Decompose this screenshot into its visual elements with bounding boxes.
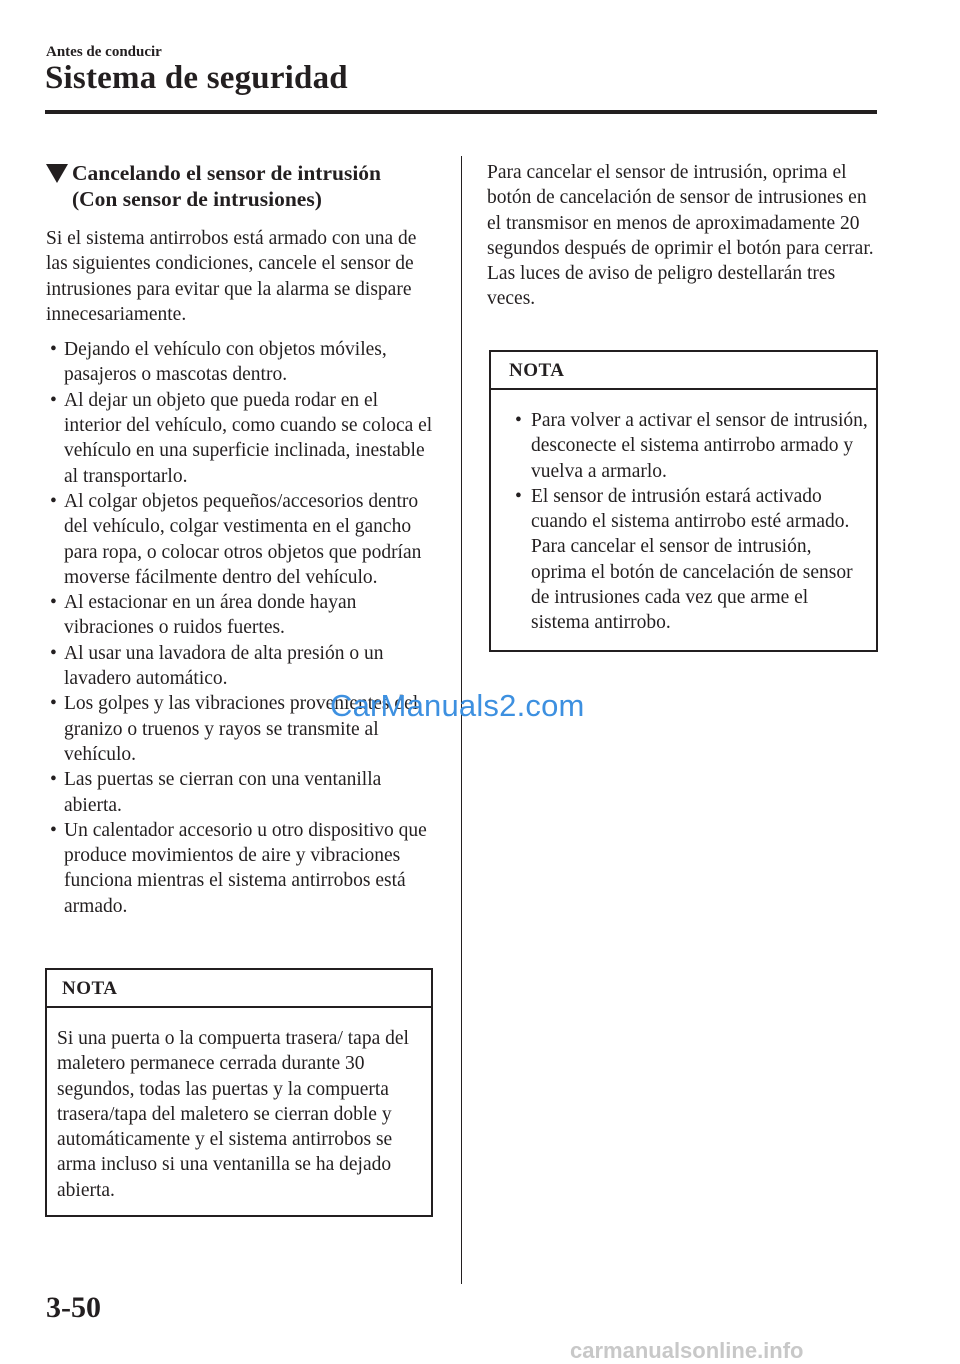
bullet-icon: • — [50, 642, 57, 664]
list-item: • Al usar una lavadora de alta presión o un lavadero automático. — [50, 642, 384, 690]
note-title: NOTA — [491, 352, 876, 390]
bullet-icon: • — [50, 490, 57, 512]
triangle-marker-icon — [46, 164, 68, 183]
left-column — [46, 160, 436, 919]
page-number: 3-50 — [46, 1291, 101, 1324]
bullet-icon: • — [50, 769, 57, 791]
bullet-icon: • — [50, 592, 57, 614]
condition-list — [46, 337, 436, 919]
bullet-icon: • — [50, 389, 57, 411]
list-item: • Al estacionar en un área donde hayan vibraciones o ruidos fuertes. — [50, 592, 357, 639]
list-item: • Al colgar objetos pequeños/accesorios dentro del vehículo, colgar vestimenta en el gancho para ropa, o colocar otros objetos que podrían moverse fácilmente dentro del vehículo. — [50, 490, 422, 588]
note-box-right — [489, 350, 878, 652]
intro-paragraph: Si el sistema antirrobos está armado con una de las siguientes condiciones, cancele el sensor de intrusiones para evitar que la alarma se dispare innecesariamente. — [46, 228, 417, 325]
list-item: • Las puertas se cierran con una ventanilla abierta. — [50, 769, 382, 816]
note-text: Si una puerta o la compuerta trasera/ tapa del maletero permanece cerrada durante 30 segundos, todas las puertas y la compuerta trasera/tapa del maletero se cierran doble y automáticamente y el sistema antirrobos se arma incluso si una ventanilla se ha dejado abierta. — [57, 1028, 409, 1201]
footer-watermark: carmanualsonline.info — [570, 1338, 804, 1363]
list-item: • Un calentador accesorio u otro dispositivo que produce movimientos de aire y vibraciones funciona mientras el sistema antirrobos está armado. — [50, 819, 427, 917]
bullet-icon: • — [50, 339, 57, 361]
bullet-icon: • — [515, 485, 522, 507]
section-heading — [46, 160, 436, 212]
bullet-icon: • — [515, 410, 522, 431]
watermark: CarManuals2.com — [330, 688, 585, 723]
list-item: • Dejando el vehículo con objetos móviles, pasajeros o mascotas dentro. — [50, 339, 387, 386]
page-title: Sistema de seguridad — [45, 60, 348, 96]
bullet-icon: • — [50, 693, 57, 715]
chapter-label: Antes de conducir — [46, 44, 162, 60]
note-box-left — [45, 968, 433, 1217]
list-item: • Al dejar un objeto que pueda rodar en el interior del vehículo, como cuando se coloca el vehículo en una superficie inclinada, inestable al transportarlo. — [50, 389, 433, 487]
note-title: NOTA — [47, 970, 431, 1008]
instruction-paragraph: Para cancelar el sensor de intrusión, oprima el botón de cancelación de sensor de intrusiones en el transmisor en menos de aproximadamente 20 segundos después de oprimir el botón para cerrar. — [487, 162, 874, 259]
section-heading-line1: Cancelando el sensor de intrusión — [72, 161, 381, 185]
right-column — [487, 160, 879, 312]
bullet-icon: • — [50, 819, 57, 841]
list-item: • Los golpes y las vibraciones provenientes del granizo o truenos y rayos se transmite al vehículo. — [50, 693, 419, 765]
list-item: • El sensor de intrusión estará activado cuando el sistema antirrobo esté armado. Para cancelar el sensor de intrusión, oprima el botón de cancelación de sensor de intrusiones cada vez que arme el sistema antirrobo. — [515, 485, 853, 634]
note-list — [491, 390, 876, 650]
section-heading-line2: (Con sensor de intrusiones) — [72, 187, 322, 211]
header-rule — [45, 110, 877, 114]
hazard-lights-paragraph: Las luces de aviso de peligro destellarán tres veces. — [487, 263, 836, 310]
list-item: • Para volver a activar el sensor de intrusión, desconecte el sistema antirrobo armado y vuelva a armarlo. — [515, 410, 868, 482]
